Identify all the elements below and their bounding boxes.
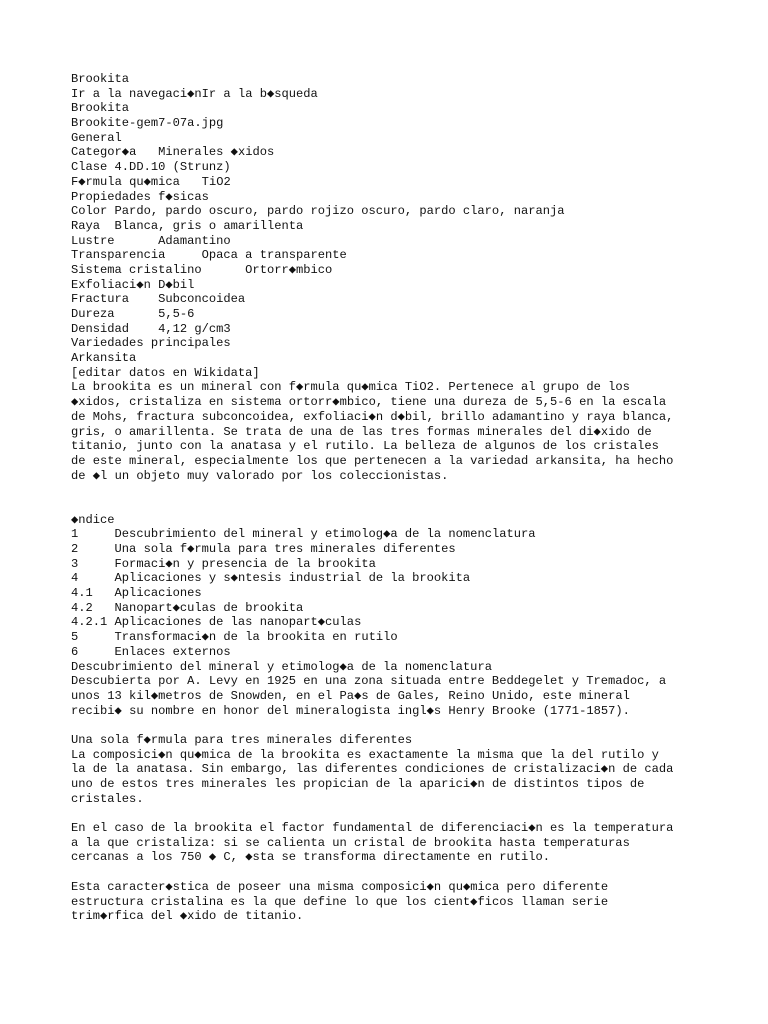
section-heading: Descubrimiento del mineral y etimolog◆a de la nomenclatura (71, 659, 492, 674)
infobox-lustre: Lustre Adamantino (71, 233, 231, 248)
section-line: La composici◆n qu◆mica de la brookita es exactamente la misma que la del rutilo y (71, 747, 659, 762)
section-line: cristales. (71, 791, 144, 806)
infobox-color: Color Pardo, pardo oscuro, pardo rojizo oscuro, pardo claro, naranja (71, 204, 565, 219)
infobox-raya: Raya Blanca, gris o amarillenta (71, 218, 304, 233)
section-line: Esta caracter◆stica de poseer una misma composici◆n qu◆mica pero diferente (71, 879, 609, 894)
infobox-formula: F◆rmula qu◆mica TiO2 (71, 174, 231, 189)
spacer (71, 806, 761, 821)
infobox-propiedades-heading: Propiedades f◆sicas (71, 189, 209, 204)
toc-heading: ◆ndice (71, 512, 115, 527)
infobox-categoria: Categor◆a Minerales ◆xidos (71, 145, 275, 160)
toc-item[interactable]: 4.2.1 Aplicaciones de las nanopart◆culas (71, 615, 362, 630)
intro-line: ◆xidos, cristaliza en sistema ortorr◆mbico, tiene una dureza de 5,5-6 en la escala (71, 395, 667, 410)
image-filename[interactable]: Brookite-gem7-07a.jpg (71, 116, 224, 131)
infobox-transparencia: Transparencia Opaca a transparente (71, 248, 347, 263)
intro-line: de ◆l un objeto muy valorado por los coleccionistas. (71, 468, 449, 483)
toc-item[interactable]: 4 Aplicaciones y s◆ntesis industrial de la brookita (71, 571, 471, 586)
section-line: la de la anatasa. Sin embargo, las diferentes condiciones de cristalizaci◆n de cada (71, 762, 674, 777)
edit-wikidata-link[interactable]: [editar datos en Wikidata] (71, 365, 260, 380)
infobox-dureza: Dureza 5,5-6 (71, 307, 195, 321)
section-line: unos 13 kil◆metros de Snowden, en el Pa◆s de Gales, Reino Unido, este mineral (71, 688, 630, 703)
section-line: Descubierta por A. Levy en 1925 en una zona situada entre Beddegelet y Tremadoc, a (71, 674, 667, 689)
section-line: estructura cristalina es la que define lo que los cient◆ficos llaman serie (71, 894, 609, 909)
toc-item[interactable]: 4.2 Nanopart◆culas de brookita (71, 600, 304, 615)
infobox-exfoliacion: Exfoliaci◆n D◆bil (71, 277, 195, 292)
intro-line: La brookita es un mineral con f◆rmula qu◆mica TiO2. Pertenece al grupo de los (71, 380, 630, 395)
section-line: cercanas a los 750 ◆ C, ◆sta se transforma directamente en rutilo. (71, 850, 551, 865)
infobox-variedades-heading: Variedades principales (71, 336, 231, 351)
infobox-fractura: Fractura Subconcoidea (71, 292, 246, 307)
toc-item[interactable]: 6 Enlaces externos (71, 644, 231, 659)
toc-item[interactable]: 2 Una sola f◆rmula para tres minerales diferentes (71, 542, 456, 557)
infobox-sistema: Sistema cristalino Ortorr◆mbico (71, 262, 333, 277)
infobox-arkansita[interactable]: Arkansita (71, 351, 137, 366)
infobox-title: Brookita (71, 101, 130, 116)
intro-line: de este mineral, especialmente los que pertenecen a la variedad arkansita, ha hecho (71, 453, 674, 468)
infobox-general-heading: General (71, 130, 122, 145)
section-line: uno de estos tres minerales les propician de la aparici◆n de distintos tipos de (71, 777, 645, 792)
intro-line: titanio, junto con la anatasa y el rutilo. La belleza de algunos de los cristales (71, 439, 659, 454)
page-title: Brookita (71, 72, 130, 86)
section-line: recibi◆ su nombre en honor del mineralogista ingl◆s Henry Brooke (1771-1857). (71, 703, 630, 718)
section-line: trim◆rfica del ◆xido de titanio. (71, 909, 304, 924)
toc-item[interactable]: 4.1 Aplicaciones (71, 586, 202, 601)
spacer (71, 718, 761, 733)
spacer (71, 865, 761, 880)
intro-line: gris, o amarillenta. Se trata de una de las tres formas minerales del di◆xido de (71, 424, 652, 439)
section-line: a la que cristaliza: si se calienta un cristal de brookita hasta temperaturas (71, 835, 630, 850)
intro-line: de Mohs, fractura subconcoidea, exfoliaci◆n d◆bil, brillo adamantino y raya blanca, (71, 409, 674, 424)
toc-item[interactable]: 3 Formaci◆n y presencia de la brookita (71, 556, 376, 571)
section-heading: Una sola f◆rmula para tres minerales diferentes (71, 732, 413, 747)
toc-item[interactable]: 1 Descubrimiento del mineral y etimolog◆a de la nomenclatura (71, 527, 536, 542)
toc-item[interactable]: 5 Transformaci◆n de la brookita en rutilo (71, 630, 398, 645)
infobox-densidad: Densidad 4,12 g/cm3 (71, 321, 231, 336)
document-body (71, 72, 761, 924)
infobox-clase: Clase 4.DD.10 (Strunz) (71, 160, 231, 175)
section-line: En el caso de la brookita el factor fundamental de diferenciaci◆n es la temperatura (71, 821, 674, 836)
spacer (71, 483, 761, 512)
navigation-links[interactable]: Ir a la navegaci◆nIr a la b◆squeda (71, 86, 318, 101)
